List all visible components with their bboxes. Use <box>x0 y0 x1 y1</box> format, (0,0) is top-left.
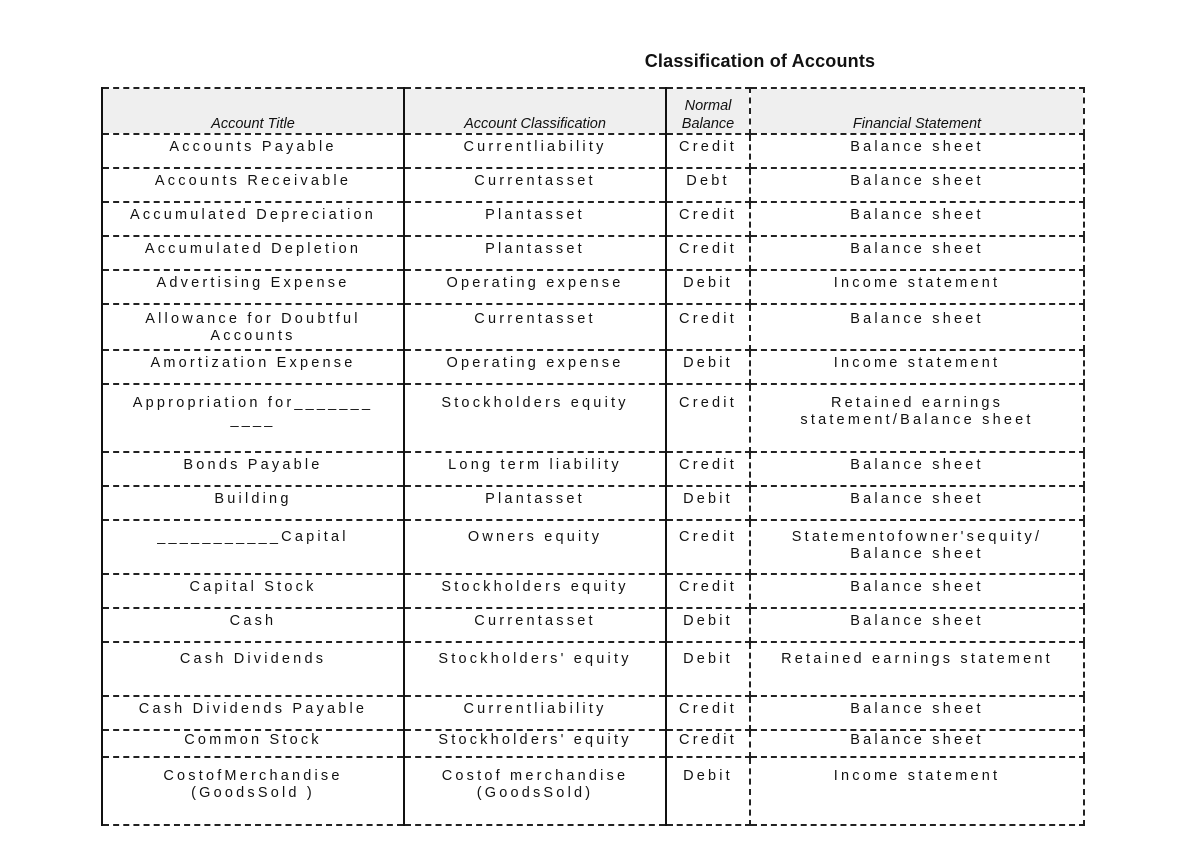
table-row <box>102 452 1084 486</box>
financial-statement-cell: Balance sheet <box>750 608 1084 642</box>
normal-balance-cell: Credit <box>666 304 750 350</box>
table-row <box>102 696 1084 730</box>
table-row <box>102 134 1084 168</box>
classification-cell: Stockholders equity <box>404 574 666 608</box>
financial-statement-cell: Balance sheet <box>750 236 1084 270</box>
account-title-cell: Accounts Payable <box>102 134 404 168</box>
classification-cell: Plantasset <box>404 236 666 270</box>
table-row <box>102 270 1084 304</box>
financial-statement-cell: Statementofowner'sequity/ Balance sheet <box>750 520 1084 574</box>
account-title-cell: Cash <box>102 608 404 642</box>
normal-balance-cell: Credit <box>666 696 750 730</box>
financial-statement-cell: Balance sheet <box>750 486 1084 520</box>
header-normal-balance-line1: Normal <box>684 98 732 114</box>
account-title-cell: Accumulated Depreciation <box>102 202 404 236</box>
financial-statement-cell: Balance sheet <box>750 452 1084 486</box>
normal-balance-cell: Debit <box>666 486 750 520</box>
classification-cell: Owners equity <box>404 520 666 574</box>
table-row <box>102 236 1084 270</box>
account-title-cell: Allowance for Doubtful Accounts <box>102 304 404 350</box>
account-title-cell: Capital Stock <box>102 574 404 608</box>
normal-balance-cell: Debit <box>666 642 750 696</box>
account-title-cell: Bonds Payable <box>102 452 404 486</box>
table-row <box>102 574 1084 608</box>
normal-balance-cell: Debt <box>666 168 750 202</box>
account-title-cell: Cash Dividends <box>102 642 404 696</box>
table-row <box>102 384 1084 452</box>
header-account-title: Account Title <box>102 88 404 134</box>
normal-balance-cell: Credit <box>666 730 750 757</box>
financial-statement-cell: Balance sheet <box>750 574 1084 608</box>
classification-cell: Long term liability <box>404 452 666 486</box>
financial-statement-cell: Income statement <box>750 350 1084 384</box>
financial-statement-cell: Balance sheet <box>750 730 1084 757</box>
account-title-cell: Advertising Expense <box>102 270 404 304</box>
account-title-cell: Building <box>102 486 404 520</box>
account-title-cell: Appropriation for_______ ____ <box>102 384 404 452</box>
header-financial-statement: Financial Statement <box>750 88 1084 134</box>
classification-cell: Stockholders equity <box>404 384 666 452</box>
financial-statement-cell: Balance sheet <box>750 696 1084 730</box>
classification-cell: Costof merchandise (GoodsSold) <box>404 757 666 825</box>
classification-cell: Currentliability <box>404 134 666 168</box>
page-title: Classification of Accounts <box>644 51 876 71</box>
normal-balance-cell: Debit <box>666 350 750 384</box>
normal-balance-cell: Debit <box>666 270 750 304</box>
header-normal-balance-line2: Balance <box>681 116 735 132</box>
header-row <box>102 88 1084 134</box>
account-title-cell: Accounts Receivable <box>102 168 404 202</box>
account-title-cell: Cash Dividends Payable <box>102 696 404 730</box>
table-row <box>102 350 1084 384</box>
normal-balance-cell: Credit <box>666 202 750 236</box>
table-row <box>102 304 1084 350</box>
financial-statement-cell: Balance sheet <box>750 168 1084 202</box>
classification-cell: Operating expense <box>404 270 666 304</box>
financial-statement-cell: Balance sheet <box>750 304 1084 350</box>
normal-balance-cell: Credit <box>666 134 750 168</box>
account-title-cell: ___________Capital <box>102 520 404 574</box>
financial-statement-cell: Retained earnings statement <box>750 642 1084 696</box>
classification-cell: Operating expense <box>404 350 666 384</box>
header-normal-balance <box>666 88 750 134</box>
account-title-cell: Accumulated Depletion <box>102 236 404 270</box>
financial-statement-cell: Income statement <box>750 757 1084 825</box>
table-row <box>102 757 1084 825</box>
financial-statement-cell: Balance sheet <box>750 134 1084 168</box>
table-row <box>102 642 1084 696</box>
table-row <box>102 520 1084 574</box>
classification-cell: Currentasset <box>404 608 666 642</box>
financial-statement-cell: Retained earnings statement/Balance sheet <box>750 384 1084 452</box>
classification-cell: Currentliability <box>404 696 666 730</box>
normal-balance-cell: Debit <box>666 608 750 642</box>
classification-cell: Currentasset <box>404 304 666 350</box>
normal-balance-cell: Credit <box>666 236 750 270</box>
account-title-cell: Common Stock <box>102 730 404 757</box>
financial-statement-cell: Income statement <box>750 270 1084 304</box>
classification-cell: Currentasset <box>404 168 666 202</box>
table-row <box>102 486 1084 520</box>
header-account-classification: Account Classification <box>404 88 666 134</box>
classification-cell: Stockholders' equity <box>404 730 666 757</box>
normal-balance-cell: Debit <box>666 757 750 825</box>
table-row <box>102 730 1084 757</box>
account-title-cell: Amortization Expense <box>102 350 404 384</box>
table-row <box>102 202 1084 236</box>
normal-balance-cell: Credit <box>666 574 750 608</box>
account-title-cell: CostofMerchandise (GoodsSold ) <box>102 757 404 825</box>
normal-balance-cell: Credit <box>666 520 750 574</box>
financial-statement-cell: Balance sheet <box>750 202 1084 236</box>
normal-balance-cell: Credit <box>666 384 750 452</box>
table-row <box>102 168 1084 202</box>
classification-cell: Stockholders' equity <box>404 642 666 696</box>
classification-cell: Plantasset <box>404 486 666 520</box>
accounts-table <box>101 87 1085 826</box>
table-row <box>102 608 1084 642</box>
normal-balance-cell: Credit <box>666 452 750 486</box>
classification-cell: Plantasset <box>404 202 666 236</box>
